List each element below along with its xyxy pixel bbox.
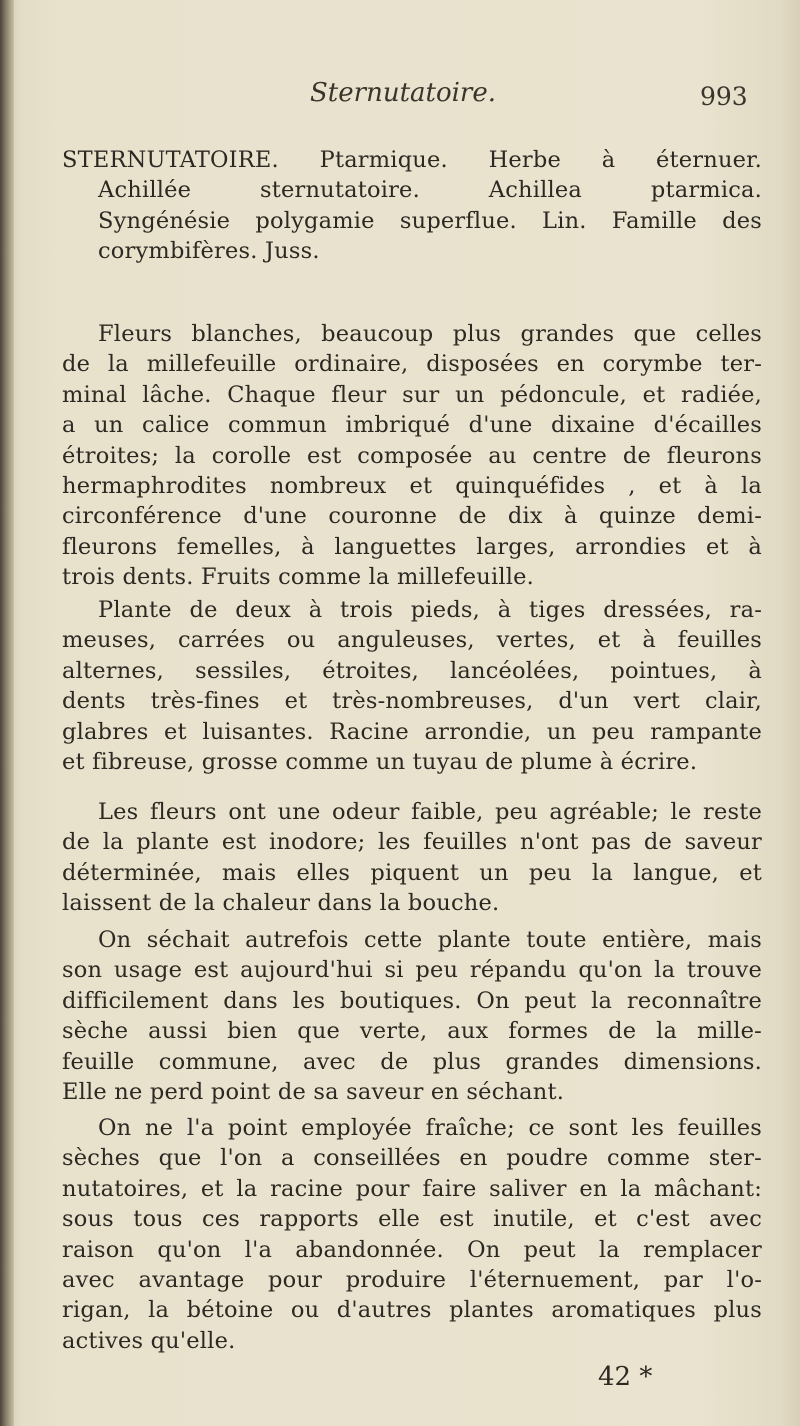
text-line: Fleurs blanches, beaucoup plus grandes que celles (98, 321, 762, 347)
paragraph-odeur (62, 797, 762, 919)
text-line: minal lâche. Chaque fleur sur un pédoncule, et radiée, (62, 381, 762, 408)
text-line: Elle ne perd point de sa saveur en séchant. (62, 1078, 565, 1105)
text-line: de la millefeuille ordinaire, disposées en corymbe ter- (62, 351, 762, 378)
paragraph-employee (62, 1113, 762, 1356)
text-line: nutatoires, et la racine pour faire saliver en la mâchant: (62, 1175, 762, 1202)
text-line: fleurons femelles, à languettes larges, arrondies et à (62, 533, 762, 560)
text-line: glabres et luisantes. Racine arrondie, un peu rampante (62, 718, 762, 745)
running-title: Sternutatoire. (310, 78, 497, 108)
text-line: de la plante est inodore; les feuilles n'ont pas de saveur (62, 829, 762, 856)
page-header (0, 78, 800, 118)
text-line: sèche aussi bien que verte, aux formes de la mille- (62, 1018, 762, 1045)
text-line: étroites; la corolle est composée au centre de fleurons (62, 442, 762, 469)
text-line: alternes, sessiles, étroites, lancéolées, pointues, à (62, 657, 762, 684)
text-line: avec avantage pour produire l'éternuement, par l'o- (62, 1266, 762, 1293)
text-line: Plante de deux à trois pieds, à tiges dressées, ra- (98, 597, 762, 623)
paragraph-plante (62, 595, 762, 777)
entry-line: Achillée sternutatoire. Achillea ptarmica. (98, 177, 762, 204)
text-line: laissent de la chaleur dans la bouche. (62, 890, 500, 917)
text-line: a un calice commun imbriqué d'une dixaine d'écailles (62, 412, 762, 439)
page-number: 993 (700, 82, 748, 111)
text-line: On séchait autrefois cette plante toute entière, mais (98, 927, 762, 953)
signature-mark: 42 * (598, 1362, 653, 1392)
text-line: son usage est aujourd'hui si peu répandu qu'on la trouve (62, 957, 762, 984)
entry-line: STERNUTATOIRE. Ptarmique. Herbe à éternuer. (62, 147, 762, 173)
text-line: rigan, la bétoine ou d'autres plantes aromatiques plus (62, 1297, 762, 1324)
text-line: dents très-fines et très-nombreuses, d'un vert clair, (62, 688, 762, 715)
entry-line: corymbifères. Juss. (98, 238, 320, 265)
entry-line: Syngénésie polygamie superflue. Lin. Famille des (98, 207, 762, 234)
text-line: et fibreuse, grosse comme un tuyau de plume à écrire. (62, 748, 698, 775)
text-line: feuille commune, avec de plus grandes dimensions. (62, 1048, 762, 1075)
text-line: meuses, carrées ou anguleuses, vertes, et à feuilles (62, 627, 762, 654)
text-line: trois dents. Fruits comme la millefeuille. (62, 564, 535, 591)
book-binding (0, 0, 14, 1426)
paragraph-sechait (62, 925, 762, 1107)
text-line: sèches que l'on a conseillées en poudre comme ster- (62, 1145, 762, 1172)
text-line: déterminée, mais elles piquent un peu la langue, et (62, 859, 762, 886)
paragraph-fleurs (62, 319, 762, 593)
text-line: Les fleurs ont une odeur faible, peu agréable; le reste (98, 799, 762, 825)
entry-heading (62, 145, 762, 267)
text-line: hermaphrodites nombreux et quinquéfides , et à la (62, 472, 762, 499)
text-line: difficilement dans les boutiques. On peut la reconnaître (62, 987, 762, 1014)
text-line: raison qu'on l'a abandonnée. On peut la remplacer (62, 1236, 762, 1263)
text-line: actives qu'elle. (62, 1327, 236, 1354)
text-line: On ne l'a point employée fraîche; ce sont les feuilles (98, 1115, 762, 1141)
text-line: circonférence d'une couronne de dix à quinze demi- (62, 503, 762, 530)
text-line: sous tous ces rapports elle est inutile, et c'est avec (62, 1206, 762, 1233)
